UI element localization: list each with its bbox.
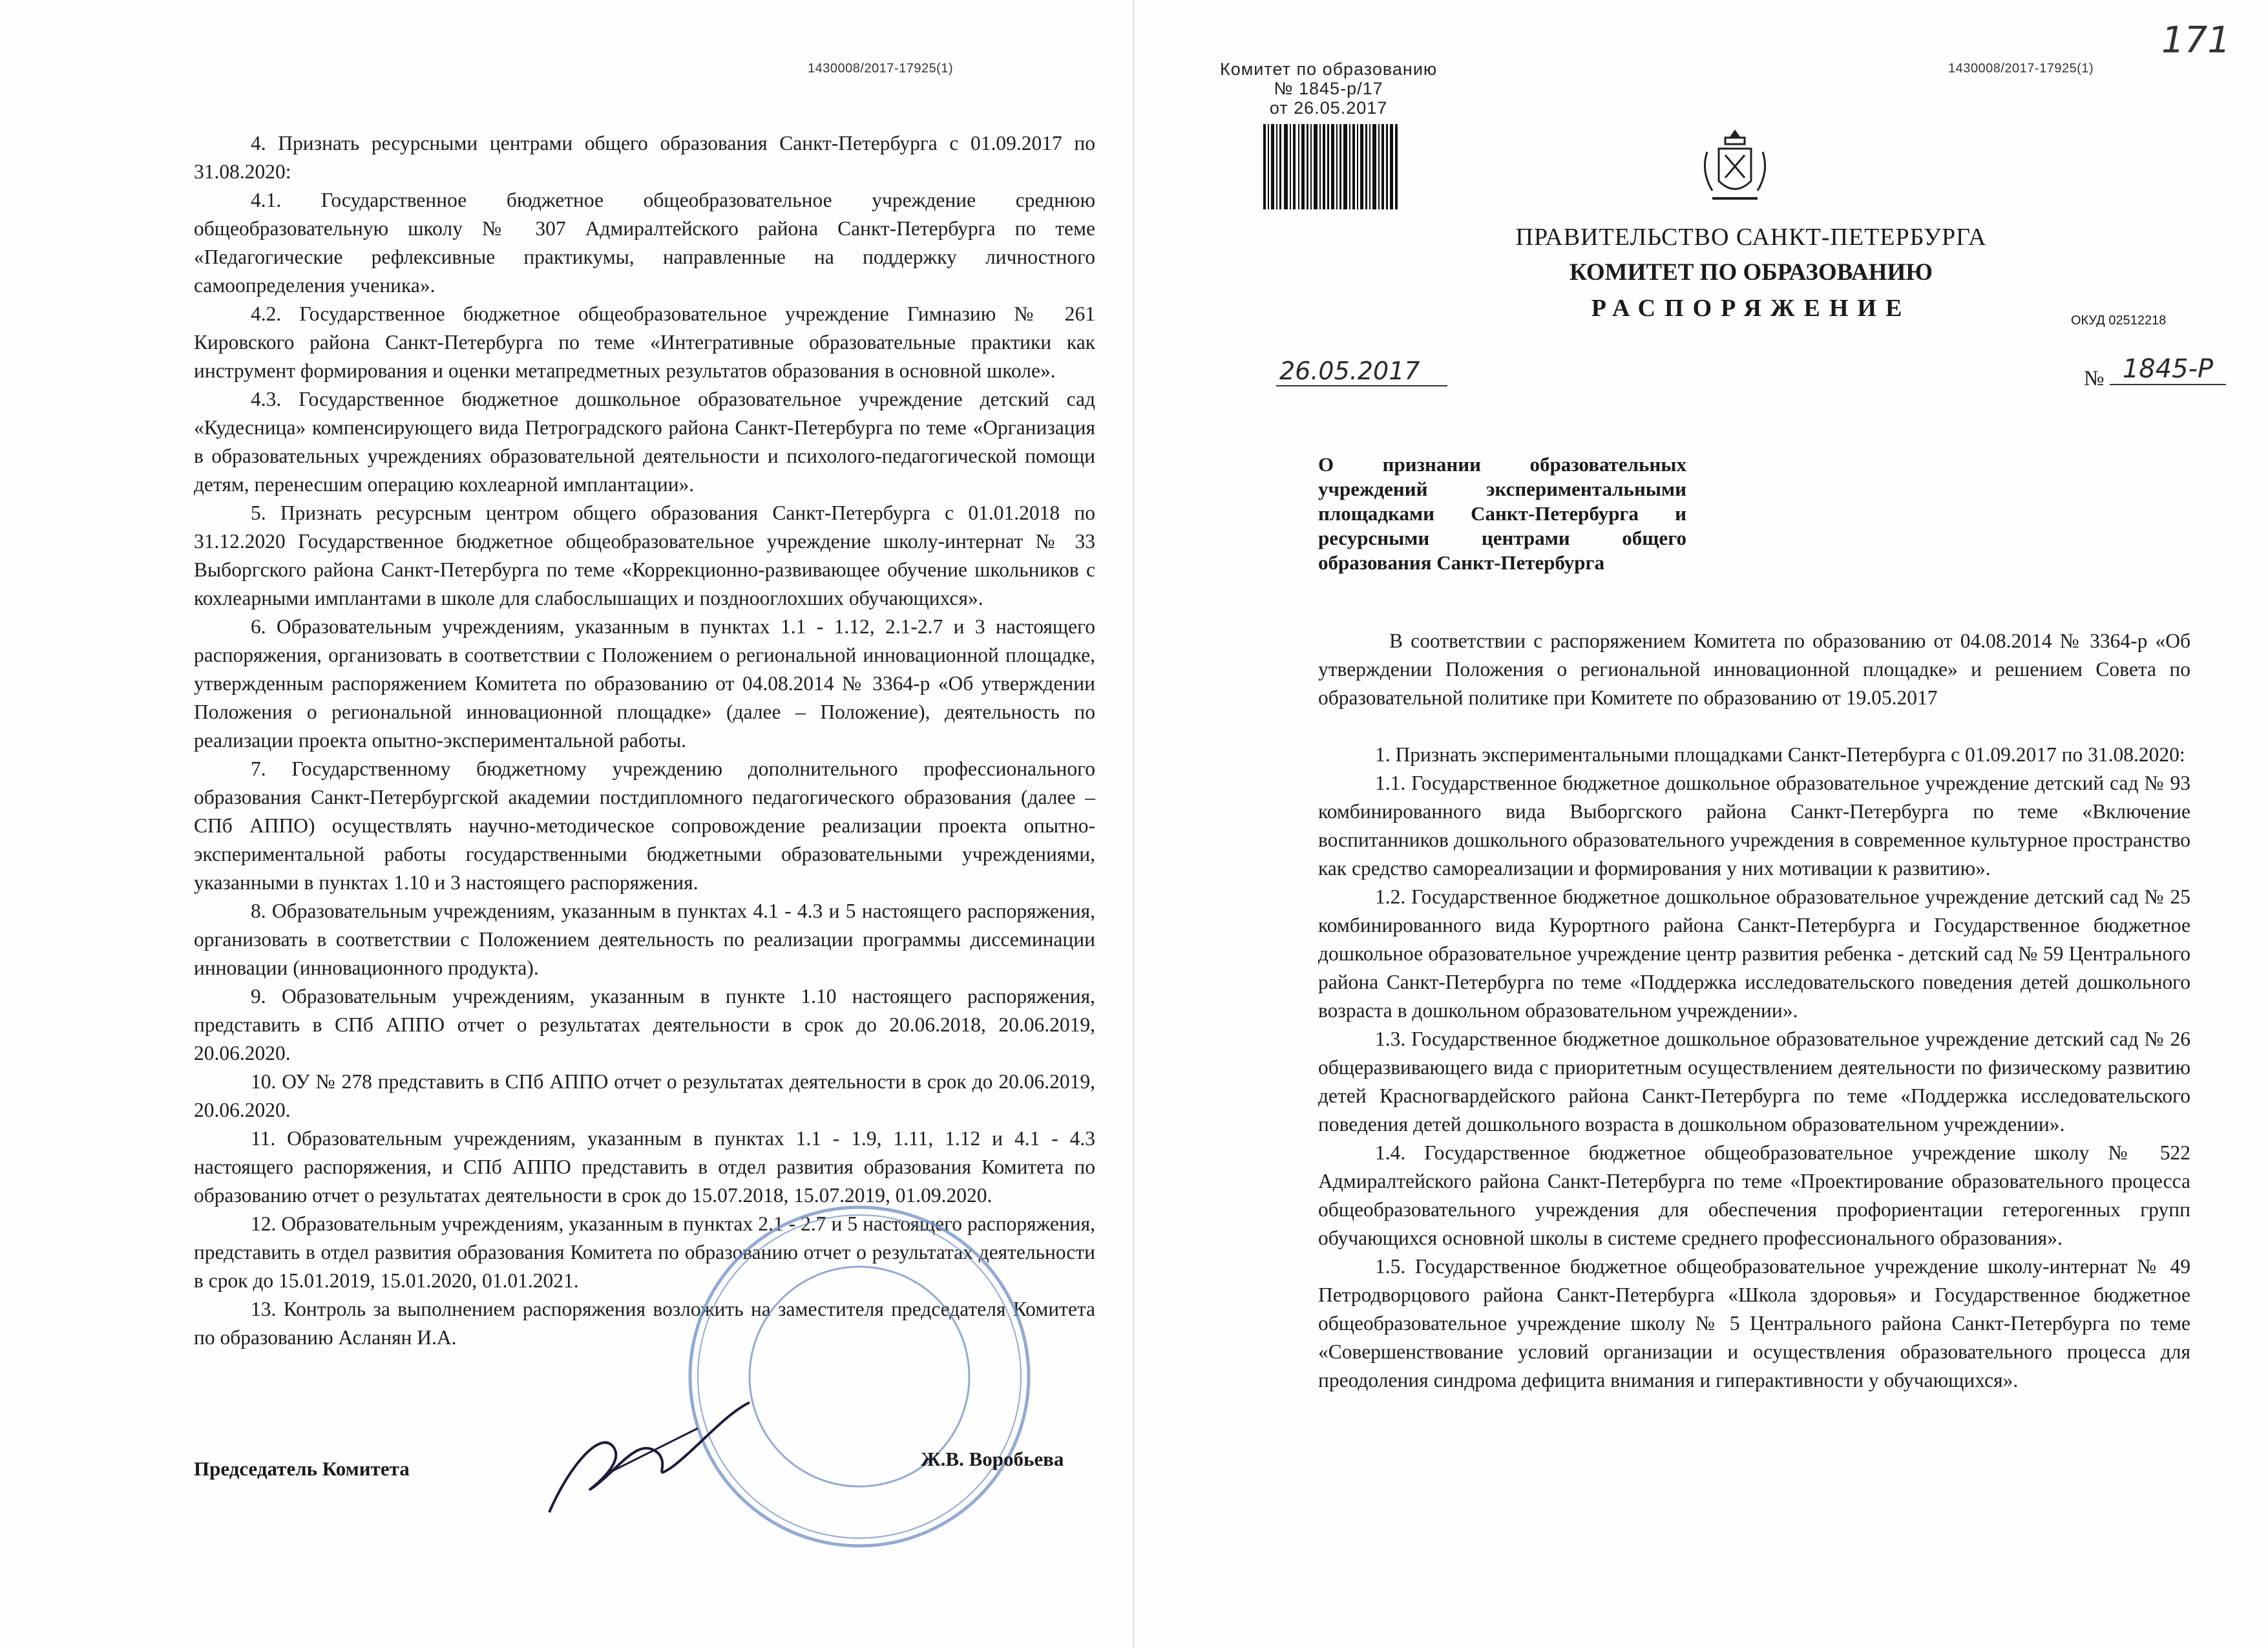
registration-date: от 26.05.2017 xyxy=(1269,98,1388,118)
document-subject: О признании образовательных учреждений экспериментальными площадками Санкт-Петербурга и ресурсными центрами общего образования Санкт-Петербурга xyxy=(1318,453,1686,574)
paragraph: 12. Образовательным учреждениям, указанным в пунктах 2.1 - 2.7 и 5 настоящего распоряжения, представить в отдел развития образования Комитета по образованию отчет о результатах деятельности в срок до 15.01.2019, 15.01.2020, 01.01.2021. xyxy=(194,1212,1095,1292)
document-number: 1430008/2017-17925(1) xyxy=(808,61,954,76)
coat-of-arms-icon xyxy=(1699,126,1770,210)
registration-committee: Комитет по образованию xyxy=(1220,59,1438,79)
registration-number: № 1845-р/17 xyxy=(1274,79,1383,98)
okud-code: ОКУД 02512218 xyxy=(2071,313,2167,328)
signature-title: Председатель Комитета xyxy=(194,1457,410,1480)
paragraph: 1.5. Государственное бюджетное общеобразовательное учреждение школу-интернат № 49 Петродворцового района Санкт-Петербурга «Школа здоровья» и Государственное бюджетное общеобразовательное учреждение школу № 5 Центрального района Санкт-Петербурга по теме «Совершенствование условий организации и осуществления образовательного процесса для преодоления синдрома дефицита внимания и гиперактивности у обучающихся». xyxy=(1318,1255,2190,1391)
document-number-handwritten: 1845-Р xyxy=(2110,354,2226,385)
number-label: № xyxy=(2084,367,2105,390)
paragraph: 5. Признать ресурсным центром общего образования Санкт-Петербурга с 01.01.2018 по 31.12.2020 Государственное бюджетное общеобразовательное учреждение школу-интернат № 33 Выборгского района Санкт-Петербурга по теме «Коррекционно-развивающее обучение школьников с кохлеарными имплантами в школе для слабослышащих и позднооглохших обучающихся». xyxy=(194,502,1095,609)
paragraph: 4.2. Государственное бюджетное общеобразовательное учреждение Гимназию № 261 Кировского района Санкт-Петербурга по теме «Интегративные образовательные практики как инструмент формирования и оценки метапредметных результатов образования в основной школе». xyxy=(194,302,1095,382)
paragraph: 7. Государственному бюджетному учреждению дополнительного профессионального образования Санкт-Петербургской академии постдипломного педагогического образования (далее – СПб АППО) осуществлять научно-методическое сопровождение реализации проекта опытно-экспериментальной работы государственными бюджетными образовательными учреждениями, указанными в пунктах 1.10 и 3 настоящего распоряжения. xyxy=(194,757,1095,894)
government-title: ПРАВИТЕЛЬСТВО САНКТ-ПЕТЕРБУРГА xyxy=(1515,224,1987,251)
paragraph: 8. Образовательным учреждениям, указанным в пунктах 4.1 - 4.3 и 5 настоящего распоряжения, организовать в соответствии с Положением деятельность по реализации программы диссеминации инновации (инновационного продукта). xyxy=(194,900,1095,979)
paragraph: 1. Признать экспериментальными площадками Санкт-Петербурга с 01.09.2017 по 31.08.2020: xyxy=(1375,743,2185,766)
paragraph: 13. Контроль за выполнением распоряжения возложить на заместителя председателя Комитета по образованию Асланян И.А. xyxy=(194,1298,1095,1349)
left-page-body xyxy=(194,129,1095,1352)
paragraph: 9. Образовательным учреждениям, указанным в пункте 1.10 настоящего распоряжения, представить в СПб АППО отчет о результатах деятельности в срок до 20.06.2018, 20.06.2019, 20.06.2020. xyxy=(194,985,1095,1064)
document-date: 26.05.2017 xyxy=(1276,357,1447,386)
committee-title: КОМИТЕТ ПО ОБРАЗОВАНИЮ xyxy=(1570,259,1933,286)
paragraph: 1.1. Государственное бюджетное дошкольное образовательное учреждение детский сад № 93 комбинированного вида Выборгского района Санкт-Петербурга по теме «Включение воспитанников дошкольного образовательного учреждения в современное культурное пространство как средство самореализации и формирования у них мотивации к развитию». xyxy=(1318,772,2190,880)
paragraph: 4.1. Государственное бюджетное общеобразовательное учреждение среднюю общеобразовательную школу № 307 Адмиралтейского района Санкт-Петербурга по теме «Педагогические рефлексивные практикумы, направленные на поддержку личностного самоопределения ученика». xyxy=(194,189,1095,297)
paragraph: 1.4. Государственное бюджетное общеобразовательное учреждение школу № 522 Адмиралтейского района Санкт-Петербурга по теме «Проектирование образовательного процесса общеобразовательного учреждения для обеспечения профориентации гетерогенных групп обучающихся основной школы в системе среднего профессионального образования». xyxy=(1318,1141,2190,1249)
registration-stamp xyxy=(1220,59,1437,118)
page-number-handwritten: 171 xyxy=(2161,19,2231,61)
handwritten-signature xyxy=(530,1389,762,1532)
spacer xyxy=(1318,712,2190,741)
paragraph: 10. ОУ № 278 представить в СПб АППО отчет о результатах деятельности в срок до 20.06.2019, 20.06.2020. xyxy=(194,1070,1095,1121)
paragraph: 4. Признать ресурсными центрами общего образования Санкт-Петербурга с 01.09.2017 по 31.08.2020: xyxy=(194,132,1095,183)
signature-name: Ж.В. Воробьева xyxy=(921,1448,1064,1470)
barcode xyxy=(1263,124,1399,209)
paragraph: 11. Образовательным учреждениям, указанным в пунктах 1.1 - 1.9, 1.11, 1.12 и 4.1 - 4.3 настоящего распоряжения, и СПб АППО представить в отдел развития образования Комитета по образованию отчет о результатах деятельности в срок до 15.07.2018, 15.07.2019, 01.09.2020. xyxy=(194,1127,1095,1207)
paragraph: 6. Образовательным учреждениям, указанным в пунктах 1.1 - 1.12, 2.1-2.7 и 3 настоящего распоряжения, организовать в соответствии с Положением о региональной инновационной площадке, утвержденным распоряжением Комитета по образованию от 04.08.2014 № 3364-р «Об утверждении Положения о региональной инновационной площадке» (далее – Положение), деятельность по реализации проекта опытно-экспериментальной работы. xyxy=(194,615,1095,752)
paragraph: 1.2. Государственное бюджетное дошкольное образовательное учреждение детский сад № 25 комбинированного вида Курортного района Санкт-Петербурга и Государственное бюджетное дошкольное образовательное учреждение центр развития ребенка - детский сад № 59 Центрального района Санкт-Петербурга по теме «Поддержка исследовательского поведения детей дошкольного возраста в дошкольном образовательном учреждении». xyxy=(1318,885,2190,1022)
document-type-title: РАСПОРЯЖЕНИЕ xyxy=(1591,295,1911,322)
paragraph: 4.3. Государственное бюджетное дошкольное образовательное учреждение детский сад «Кудесница» компенсирующего вида Петроградского района Санкт-Петербурга по теме «Организация в образовательных учреждениях образовательной деятельности и психолого-педагогической помощи детям, перенесшим операцию кохлеарной имплантации». xyxy=(194,388,1095,496)
document-number: 1430008/2017-17925(1) xyxy=(1948,61,2094,76)
paragraph: 1.3. Государственное бюджетное дошкольное образовательное учреждение детский сад № 26 общеразвивающего вида с приоритетным осуществлением деятельности по физическому развитию детей Красногвардейского района Санкт-Петербурга по теме «Поддержка исследовательского поведения детей дошкольного возраста в дошкольном образовательном учреждении». xyxy=(1318,1028,2190,1136)
right-page-body xyxy=(1318,627,2190,1395)
preamble: В соответствии с распоряжением Комитета по образованию от 04.08.2014 № 3364-р «Об утверждении Положения о региональной инновационной площадке» и решением Совета по образовательной политике при Комитете по образованию от 19.05.2017 xyxy=(1318,629,2190,709)
